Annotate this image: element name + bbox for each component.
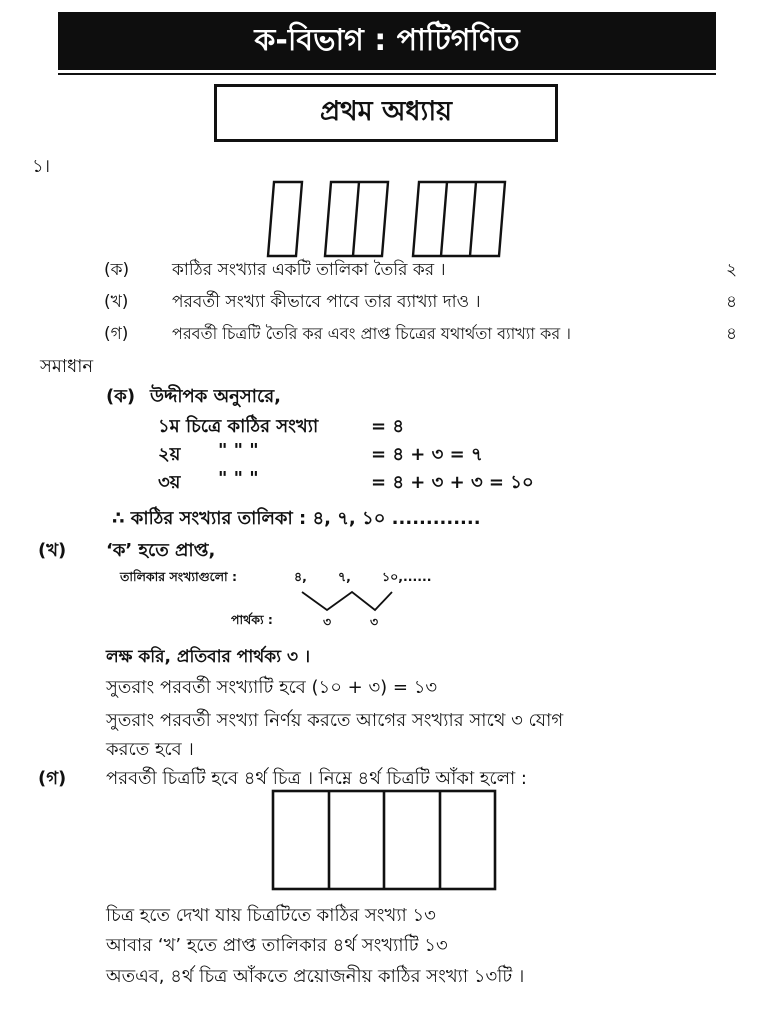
part-kha-rule-line-1: সুতরাং পরবর্তী সংখ্যা নির্ণয় করতে আগের সংখ্যার সাথে ৩ যোগ: [106, 710, 564, 731]
question-item-marks: ৪: [726, 292, 738, 312]
question-item-marks: ২: [726, 260, 738, 280]
question-item-label: (গ): [104, 324, 129, 344]
part-ka-line-expr: = ৪ + ৩ = ৭: [371, 444, 483, 465]
part-ga-line-3: অতএব, ৪র্থ চিত্র আঁকতে প্রয়োজনীয় কাঠির সংখ্যা ১৩টি ।: [106, 966, 525, 987]
list-label: তালিকার সংখ্যাগুলো :: [120, 569, 237, 584]
part-ka-label: (ক): [106, 386, 136, 407]
part-ga-line-2: আবার ‘খ’ হতে প্রাপ্ত তালিকার ৪র্থ সংখ্যাটি ১৩: [106, 935, 448, 956]
difference-value: ৩: [370, 614, 379, 629]
question-item-marks: ৪: [726, 324, 738, 344]
chapter-title: প্রথম অধ্যায়: [319, 95, 453, 127]
list-value: ১০,......: [382, 569, 432, 584]
part-ka-conclusion: ∴ কাঠির সংখ্যার তালিকা : ৪, ৭, ১০ .............: [112, 508, 481, 529]
difference-label: পার্থক্য :: [231, 612, 273, 627]
question-item-label: (ক): [104, 260, 130, 280]
question-item-text: পরবর্তী চিত্রটি তৈরি কর এবং প্রাপ্ত চিত্রের যথার্থতা ব্যাখ্যা কর ।: [172, 324, 571, 343]
part-ka-line-expr: = ৪: [371, 416, 405, 437]
part-kha-rule-line-2: করতে হবে ।: [106, 739, 194, 760]
list-value: ৭,: [338, 569, 351, 584]
list-value: ৪,: [294, 569, 307, 584]
difference-value: ৩: [323, 614, 332, 629]
part-ka-line-name: ৩য়: [158, 472, 181, 493]
part-ka-line-name: ১ম চিত্রে কাঠির সংখ্যা: [158, 416, 319, 437]
question-number: ১।: [32, 156, 51, 177]
section-title: ক-বিভাগ : পাটিগণিত: [254, 22, 520, 58]
part-ka-line-expr: = ৪ + ৩ + ৩ = ১০: [371, 472, 534, 493]
part-ka-intro: উদ্দীপক অনুসারে,: [150, 386, 281, 407]
part-ga-line-1: চিত্র হতে দেখা যায় চিত্রটিতে কাঠির সংখ্যা ১৩: [106, 905, 436, 926]
part-kha-next: সুতরাং পরবর্তী সংখ্যাটি হবে (১০ + ৩) = ১৩: [106, 677, 438, 698]
part-ga-intro: পরবর্তী চিত্রটি হবে ৪র্থ চিত্র । নিম্নে ৪র্থ চিত্রটি আঁকা হলো :: [106, 768, 527, 789]
question-item-text: কাঠির সংখ্যার একটি তালিকা তৈরি কর ।: [172, 260, 446, 280]
part-kha-intro: ‘ক’ হতে প্রাপ্ত,: [106, 540, 216, 561]
part-ga-label: (গ): [38, 768, 67, 789]
part-ka-line-name: ২য়: [158, 444, 181, 465]
part-ka-line-ditto: " " ": [218, 440, 259, 461]
part-kha-label: (খ): [38, 540, 67, 561]
question-item-text: পরবর্তী সংখ্যা কীভাবে পাবে তার ব্যাখ্যা দাও ।: [172, 292, 481, 312]
question-item-label: (খ): [104, 292, 129, 312]
solution-heading: সমাধান: [40, 356, 94, 377]
part-kha-observe: লক্ষ করি, প্রতিবার পার্থক্য ৩ ।: [106, 647, 311, 667]
part-ka-line-ditto: " " ": [218, 468, 259, 489]
